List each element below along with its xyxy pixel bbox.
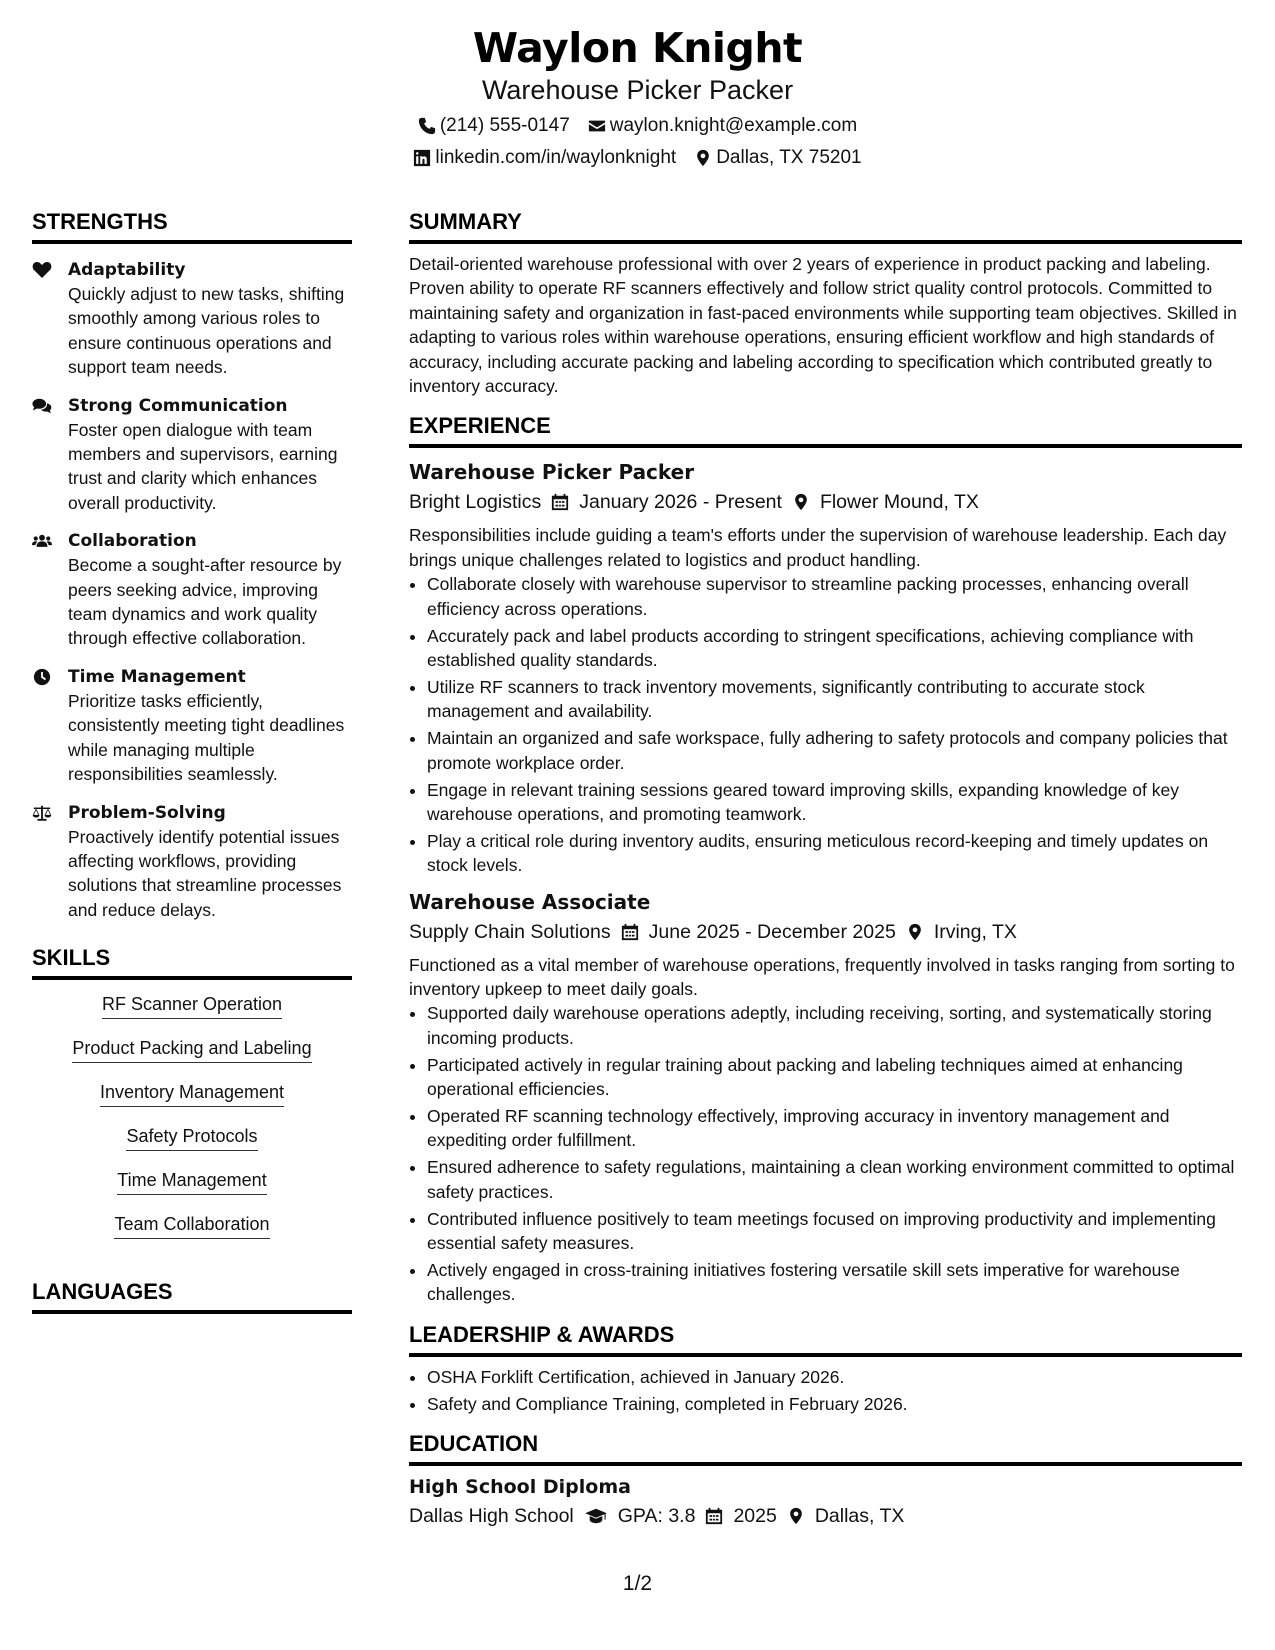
bullet-item: • Engage in relevant training sessions geared toward improving skills, expanding knowledge of key warehouse operations, and promoting teamwork.	[427, 778, 1242, 827]
experience-heading: EXPERIENCE	[409, 412, 1242, 448]
skill-tag: RF Scanner Operation	[102, 992, 282, 1019]
right-column	[409, 208, 1242, 1529]
job-title: Warehouse Picker Packer	[409, 460, 695, 485]
bullet-item: • Ensured adherence to safety regulations, maintaining a clean working environment committed to optimal safety practices.	[427, 1155, 1242, 1204]
phone-text: (214) 555-0147	[439, 115, 570, 136]
candidate-title: Warehouse Picker Packer	[481, 75, 794, 105]
school-location: Dallas, TX	[814, 1505, 905, 1528]
map-pin-icon	[906, 923, 924, 941]
bullet-item: • Supported daily warehouse operations adeptly, including receiving, sorting, and systematically storing incoming products.	[427, 1001, 1242, 1050]
resume-header	[0, 22, 1275, 170]
email-text: waylon.knight@example.com	[609, 115, 858, 136]
linkedin-text: linkedin.com/in/waylonknight	[435, 147, 677, 168]
linkedin-icon	[413, 149, 431, 167]
graduation-cap-icon	[584, 1507, 608, 1525]
job-company: Supply Chain Solutions	[409, 920, 611, 943]
job-entry	[409, 888, 1242, 1307]
location-text: Dallas, TX 75201	[716, 147, 862, 168]
strength-title: Collaboration	[68, 531, 197, 552]
skills-heading: SKILLS	[32, 944, 352, 980]
job-dates: June 2025 - December 2025	[648, 920, 896, 943]
strength-title: Adaptability	[68, 260, 186, 280]
awards-list	[409, 1365, 1242, 1416]
bullet-item: • Actively engaged in cross-training initiatives fostering versatile skill sets imperative for warehouse challenges.	[427, 1258, 1242, 1307]
summary-text: Detail-oriented warehouse professional with over 2 years of experience in product packing and labeling. Proven ability to operate RF scanners effectively and follow strict quality control protocols. Committed to maintaining safety and organization in fast-paced environments while supporting team objectives. Skilled in adapting to various roles within warehouse operations, ensuring efficient workflow and high standards of accuracy, including accurate packing and labeling according to specification which contributed greatly to inventory accuracy.	[409, 254, 1237, 397]
strength-desc: Proactively identify potential issues affecting workflows, providing solutions that streamline processes and reduce delays.	[68, 826, 342, 920]
strength-item	[32, 801, 352, 923]
skills-list	[32, 992, 352, 1256]
calendar-icon	[551, 493, 569, 511]
education-heading: EDUCATION	[409, 1430, 1242, 1466]
strength-title: Problem-Solving	[68, 802, 226, 823]
skill-tag: Inventory Management	[100, 1080, 284, 1107]
education-meta	[409, 1503, 1242, 1529]
school-name: Dallas High School	[409, 1505, 574, 1528]
job-bullets	[409, 572, 1242, 877]
award-item: • OSHA Forklift Certification, achieved in January 2026.	[427, 1365, 1242, 1389]
award-item: • Safety and Compliance Training, completed in February 2026.	[427, 1392, 1242, 1416]
graduation-year: 2025	[733, 1505, 777, 1528]
comments-icon	[32, 397, 52, 415]
degree-title: High School Diploma	[409, 1476, 631, 1499]
strength-desc: Prioritize tasks efficiently, consistently meeting tight deadlines while managing multiple responsibilities seamlessly.	[68, 690, 345, 785]
skill-tag: Safety Protocols	[126, 1124, 257, 1151]
contact-row-1	[0, 114, 1275, 138]
users-icon	[32, 532, 52, 550]
bullet-item: • Participated actively in regular training about packing and labeling techniques aimed at enhancing operational efficiencies.	[427, 1053, 1242, 1102]
skill-tag: Team Collaboration	[114, 1212, 269, 1239]
job-entry	[409, 458, 1242, 877]
scale-icon	[32, 804, 52, 822]
awards-heading: LEADERSHIP & AWARDS	[409, 1321, 1242, 1357]
calendar-icon	[705, 1507, 723, 1525]
skill-tag: Time Management	[117, 1168, 266, 1195]
strengths-heading: STRENGTHS	[32, 208, 352, 244]
skill-tag: Product Packing and Labeling	[72, 1036, 311, 1063]
bullet-item: • Utilize RF scanners to track inventory movements, significantly contributing to accurate stock management and availability.	[427, 675, 1242, 724]
job-location: Flower Mound, TX	[819, 491, 979, 514]
bullet-item: • Play a critical role during inventory audits, ensuring meticulous record-keeping and timely updates on stock levels.	[427, 829, 1242, 878]
strength-item	[32, 529, 352, 651]
job-meta	[409, 919, 1242, 945]
phone-icon	[418, 117, 436, 135]
job-company: Bright Logistics	[409, 491, 542, 514]
clock-icon	[32, 668, 52, 686]
map-pin-icon	[694, 149, 712, 167]
contact-row-2	[0, 146, 1275, 170]
contact-location	[694, 146, 861, 170]
left-column	[32, 208, 352, 1314]
job-title: Warehouse Associate	[409, 889, 651, 914]
calendar-icon	[621, 923, 639, 941]
bullet-item: • Operated RF scanning technology effectively, improving accuracy in inventory management and expediting order fulfillment.	[427, 1104, 1242, 1153]
gpa-text: GPA: 3.8	[617, 1505, 696, 1528]
contact-email[interactable]	[588, 114, 857, 138]
contact-linkedin[interactable]	[413, 146, 676, 170]
candidate-name: Waylon Knight	[472, 24, 803, 72]
bullet-item: • Maintain an organized and safe workspace, fully adhering to safety protocols and company policies that promote workplace order.	[427, 726, 1242, 775]
job-meta	[409, 489, 1242, 515]
contact-phone	[418, 114, 570, 138]
job-bullets	[409, 1001, 1242, 1306]
envelope-icon	[588, 117, 606, 135]
bullet-item: • Collaborate closely with warehouse supervisor to streamline packing processes, enhancing overall efficiency across operations.	[427, 572, 1242, 621]
page-number: 1/2	[622, 1572, 653, 1595]
summary-heading: SUMMARY	[409, 208, 1242, 244]
strength-item	[32, 394, 352, 516]
strength-title: Time Management	[68, 666, 246, 687]
strength-desc: Quickly adjust to new tasks, shifting smoothly among various roles to ensure continuous operations and support team needs.	[68, 284, 345, 378]
bullet-item: • Contributed influence positively to team meetings focused on improving productivity and implementing essential safety measures.	[427, 1207, 1242, 1256]
languages-heading: LANGUAGES	[32, 1278, 352, 1314]
bullet-item: • Accurately pack and label products according to stringent specifications, achieving compliance with established quality standards.	[427, 624, 1242, 673]
job-location: Irving, TX	[933, 920, 1017, 943]
map-pin-icon	[792, 493, 810, 511]
strength-desc: Foster open dialogue with team members and supervisors, earning trust and clarity which enhances overall productivity.	[68, 419, 338, 513]
map-pin-icon	[787, 1507, 805, 1525]
heart-icon	[32, 261, 52, 279]
strength-desc: Become a sought-after resource by peers seeking advice, improving team dynamics and work quality through effective collaboration.	[68, 555, 342, 649]
strength-title: Strong Communication	[68, 395, 288, 416]
job-dates: January 2026 - Present	[579, 491, 782, 514]
strength-item	[32, 258, 352, 380]
strength-item	[32, 665, 352, 787]
job-description: Functioned as a vital member of warehouse operations, frequently involved in tasks ranging from sorting to inventory upkeep to meet daily goals.	[409, 954, 1235, 1000]
job-description: Responsibilities include guiding a team's efforts under the supervision of warehouse leadership. Each day brings unique challenges related to logistics and product handling.	[409, 525, 1227, 570]
